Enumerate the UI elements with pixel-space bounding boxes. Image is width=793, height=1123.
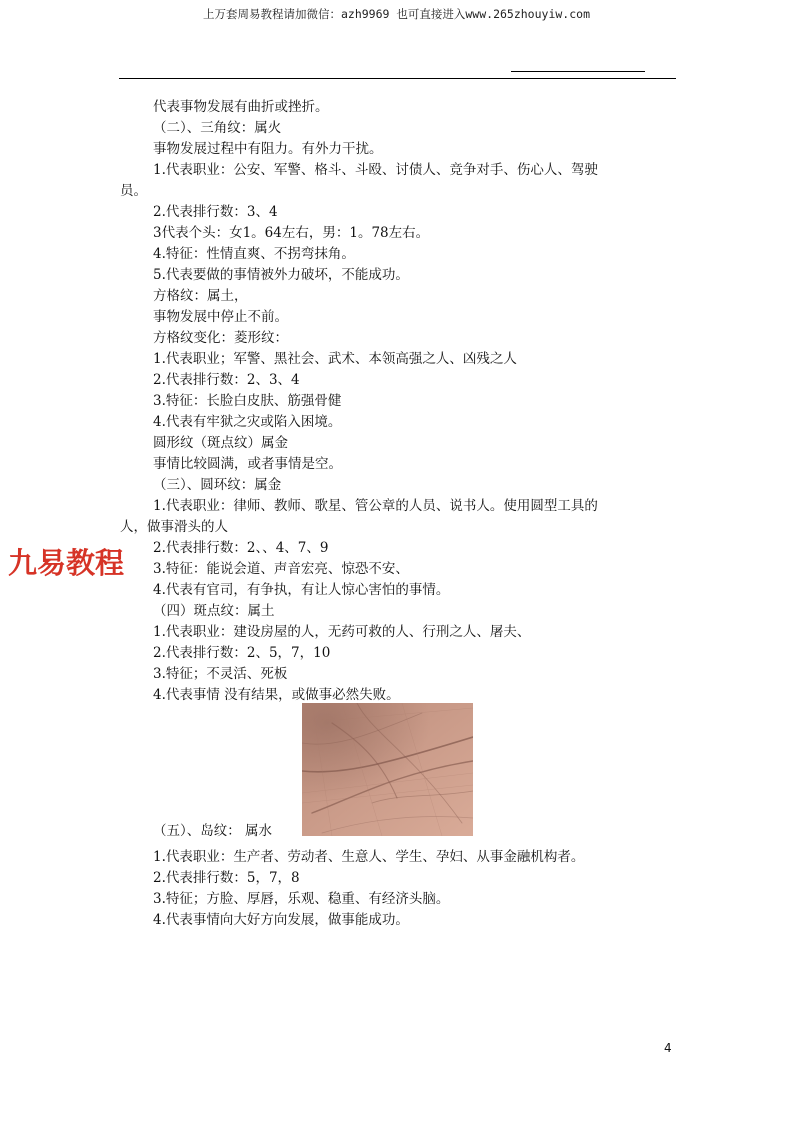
body-line: 3.特征；方脸、厚唇，乐观、稳重、有经济头脑。 — [153, 891, 450, 907]
body-line: 事物发展过程中有阻力。有外力干扰。 — [153, 141, 383, 157]
section-heading: （四）斑点纹：属土 — [153, 603, 275, 619]
body-line: 5.代表要做的事情被外力破坏，不能成功。 — [153, 267, 409, 283]
body-line: 事情比较圆满，或者事情是空。 — [153, 456, 342, 472]
body-line: 2.代表排行数：2、5，7，10 — [153, 645, 331, 661]
body-line: 2.代表排行数：3、4 — [153, 204, 278, 220]
watermark-logo: 九易教程 — [8, 546, 125, 580]
header-rule-short — [511, 71, 645, 72]
body-line: 3代表个头：女1。64左右，男：1。78左右。 — [153, 225, 430, 241]
body-line: 2.代表排行数：2、3、4 — [153, 372, 300, 388]
page-number: 4 — [664, 1041, 672, 1055]
section-heading: （二）、三角纹：属火 — [153, 120, 282, 136]
body-line: 1.代表职业：建设房屋的人，无药可救的人、行刑之人、屠夫、 — [153, 624, 531, 640]
page-header: 上万套周易教程请加微信：azh9969 也可直接进入www.265zhouyiw.com — [202, 7, 590, 21]
body-line: 代表事物发展有曲折或挫折。 — [153, 99, 329, 115]
body-line: 4.代表有牢狱之灾或陷入困境。 — [153, 414, 342, 430]
body-line: 员。 — [120, 183, 147, 199]
section-heading: 方格纹：属土， — [153, 288, 248, 304]
body-line: 1.代表职业：律师、教师、歌星、管公章的人员、说书人。使用圆型工具的 — [153, 498, 598, 514]
header-rule — [119, 78, 676, 79]
body-line: 4.代表有官司，有争执，有让人惊心害怕的事情。 — [153, 582, 450, 598]
section-heading: （五）、岛纹： 属水 — [153, 823, 273, 839]
body-line: 3.特征：能说会道、声音宏亮、惊恐不安、 — [153, 561, 409, 577]
body-line: 4.代表事情向大好方向发展，做事能成功。 — [153, 912, 409, 928]
body-line: 3.特征：长脸白皮肤、筋强骨健 — [153, 393, 342, 409]
body-line: 2.代表排行数：5，7，8 — [153, 870, 300, 886]
body-line: 2.代表排行数：2、、4、7、9 — [153, 540, 329, 556]
body-line: 人，做事滑头的人 — [120, 519, 228, 535]
section-heading: （三）、圆环纹：属金 — [153, 477, 282, 493]
body-line: 3.特征；不灵活、死板 — [153, 666, 288, 682]
body-line: 4.代表事情 没有结果，或做事必然失败。 — [153, 687, 400, 703]
body-line: 4.特征：性情直爽、不拐弯抹角。 — [153, 246, 355, 262]
body-line: 1.代表职业：公安、军警、格斗、斗殴、讨债人、竞争对手、伤心人、驾驶 — [153, 162, 598, 178]
body-line: 1.代表职业；军警、黑社会、武术、本领高强之人、凶残之人 — [153, 351, 517, 367]
section-heading: 方格纹变化：菱形纹： — [153, 330, 288, 346]
section-heading: 圆形纹（斑点纹）属金 — [153, 435, 288, 451]
body-line: 事物发展中停止不前。 — [153, 309, 288, 325]
body-line: 1.代表职业：生产者、劳动者、生意人、学生、孕妇、从事金融机构者。 — [153, 849, 585, 865]
palm-photo — [302, 703, 473, 836]
